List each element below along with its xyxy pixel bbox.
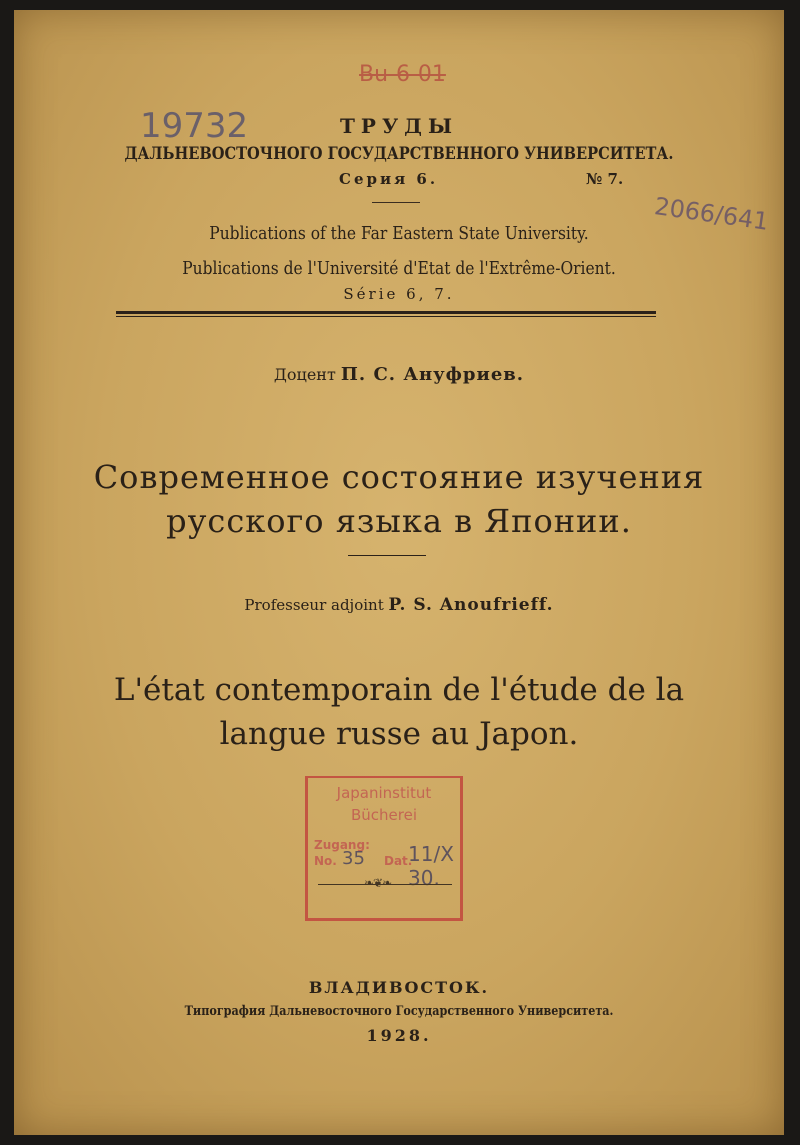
year: 1928. bbox=[366, 1026, 432, 1045]
header-double-rule bbox=[116, 311, 656, 317]
title-fr-line2: langue russe au Japon. bbox=[219, 716, 579, 752]
publication-title-fr: Publications de l'Université d'Etat de l'Extrême-Orient. bbox=[182, 258, 616, 279]
stamp-no-value: 35 bbox=[342, 848, 365, 869]
author-ru-name: П. С. Ануфриев. bbox=[340, 364, 525, 385]
author-fr bbox=[14, 595, 784, 615]
handwritten-catalog-number: 19732 bbox=[140, 106, 249, 146]
publication-title-en: Publications of the Far Eastern State University. bbox=[209, 223, 589, 244]
author-ru bbox=[14, 364, 784, 385]
university-name-ru: ДАЛЬНЕВОСТОЧНОГО ГОСУДАРСТВЕННОГО УНИВЕРСИТЕТА. bbox=[124, 144, 674, 164]
series-ru: Серия 6. bbox=[339, 170, 439, 188]
series-title: ТРУДЫ bbox=[340, 114, 458, 138]
author-fr-name: P. S. Anoufrieff. bbox=[388, 595, 554, 615]
city: ВЛАДИВОСТОК. bbox=[308, 978, 490, 997]
stamp-dat-value: 11/X 30. bbox=[408, 842, 454, 890]
title-separator-rule bbox=[348, 555, 426, 556]
title-ru-line2: русского языка в Японии. bbox=[166, 502, 632, 540]
stamp-ornament: ❧❦❧ bbox=[364, 876, 392, 890]
header-short-rule bbox=[372, 202, 420, 203]
series-fr: Série 6, 7. bbox=[343, 285, 455, 303]
stamp-zugang-label: Zugang: bbox=[314, 838, 370, 852]
library-stamp bbox=[305, 776, 463, 921]
handwritten-margin-note: 2066/641 bbox=[652, 192, 771, 236]
printer: Типография Дальневосточного Государственного Университета. bbox=[184, 1004, 614, 1019]
stamp-institute: Japaninstitut bbox=[336, 784, 432, 802]
issue-number-ru: № 7. bbox=[586, 170, 624, 188]
title-fr-line1: L'état contemporain de l'étude de la bbox=[113, 672, 685, 708]
handwritten-shelf-mark: Bu-6-01 bbox=[359, 62, 446, 87]
stamp-dat-label: Dat. bbox=[384, 854, 413, 868]
title-ru-line1: Современное состояние изучения bbox=[93, 458, 705, 496]
document-cover-page bbox=[14, 10, 784, 1135]
author-ru-prefix: Доцент bbox=[273, 365, 336, 384]
series-number-row bbox=[14, 170, 784, 192]
author-fr-prefix: Professeur adjoint bbox=[244, 596, 384, 614]
stamp-no-label: No. bbox=[314, 854, 337, 868]
stamp-library: Bücherei bbox=[350, 806, 417, 824]
